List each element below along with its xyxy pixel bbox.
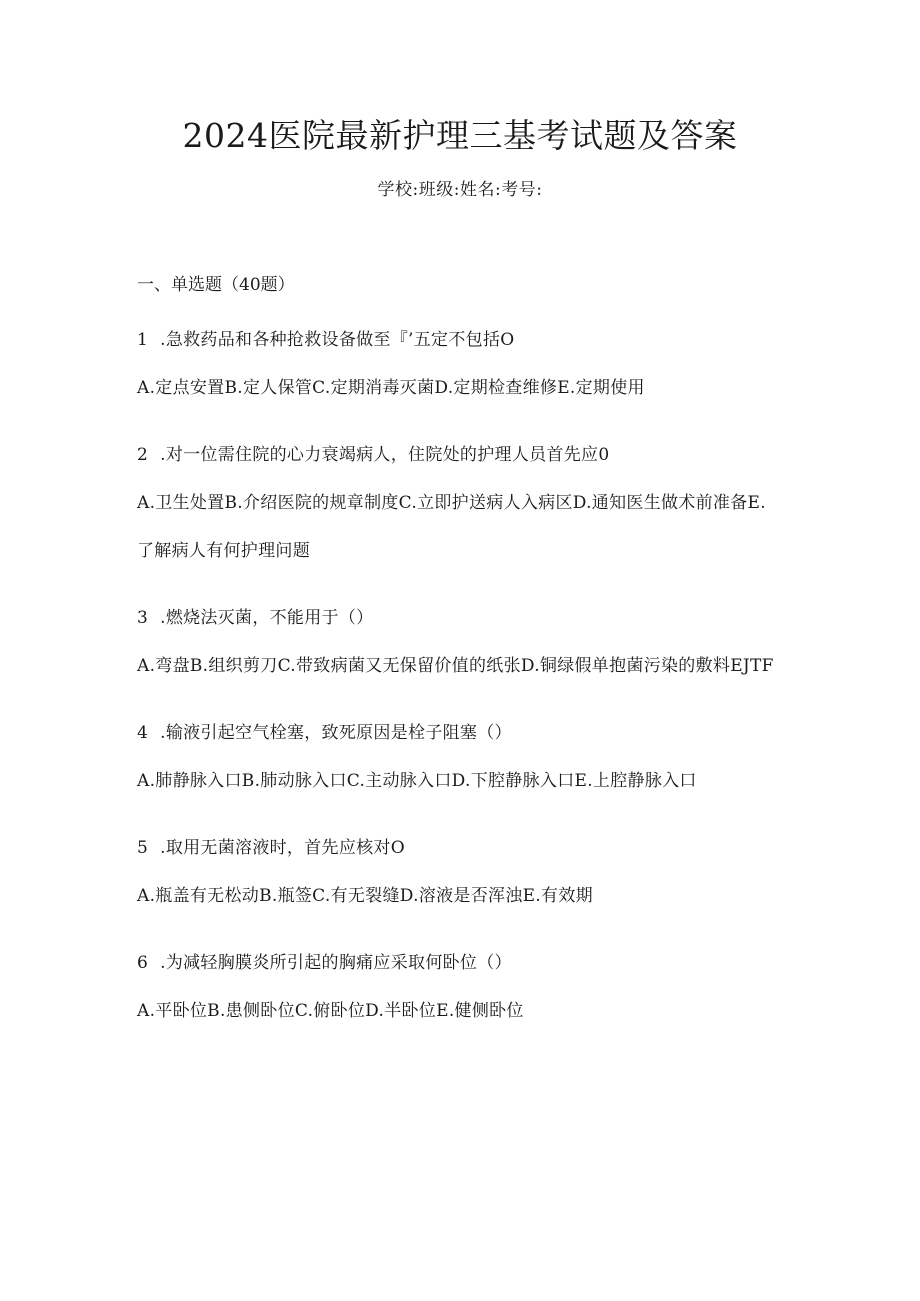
- question-stem: [137, 316, 777, 364]
- question-options: A.肺静脉入口B.肺动脉入口C.主动脉入口D.下腔静脉入口E.上腔静脉入口: [137, 771, 697, 791]
- question-number: 1: [137, 330, 149, 350]
- question-number: 5: [137, 838, 149, 858]
- question-number: 4: [137, 723, 149, 743]
- question-text: .为减轻胸膜炎所引起的胸痛应采取何卧位（）: [160, 953, 512, 973]
- question-item: [137, 824, 777, 920]
- question-stem: [137, 824, 777, 872]
- question-stem: [137, 431, 777, 479]
- student-info-line: 学校:班级:姓名:考号:: [377, 180, 543, 200]
- question-number: 6: [137, 953, 149, 973]
- question-text: .对一位需住院的心力衰竭病人，住院处的护理人员首先应0: [160, 445, 610, 465]
- question-number: 3: [137, 608, 149, 628]
- question-text: .取用无菌溶液时，首先应核对O: [160, 838, 405, 858]
- question-item: [137, 316, 777, 412]
- question-stem: [137, 594, 777, 642]
- question-options: A.弯盘B.组织剪刀C.带致病菌又无保留价值的纸张D.铜绿假单抱菌污染的敷料EJTF: [137, 656, 774, 676]
- document-title: 2024医院最新护理三基考试题及答案: [182, 116, 738, 155]
- question-item: [137, 594, 777, 690]
- question-options: A.定点安置B.定人保管C.定期消毒灭菌D.定期检查维修E.定期使用: [137, 378, 645, 398]
- question-text: .燃烧法灭菌，不能用于（）: [160, 608, 374, 628]
- question-stem: [137, 709, 777, 757]
- question-number: 2: [137, 445, 149, 465]
- question-options: A.卫生处置B.介绍医院的规章制度C.立即护送病人入病区D.通知医生做术前准备E.了解病人有何护理问题: [137, 493, 766, 561]
- question-list: [137, 316, 777, 1054]
- question-item: [137, 709, 777, 805]
- question-text: .输液引起空气栓塞，致死原因是栓子阻塞（）: [160, 723, 512, 743]
- question-options: A.平卧位B.患侧卧位C.俯卧位D.半卧位E.健侧卧位: [137, 1001, 524, 1021]
- question-item: [137, 939, 777, 1035]
- question-stem: [137, 939, 777, 987]
- question-item: [137, 431, 777, 575]
- section-heading: 一、单选题（40题）: [137, 275, 295, 295]
- question-text: .急救药品和各种抢救设备做至『’五定不包括O: [160, 330, 515, 350]
- question-options: A.瓶盖有无松动B.瓶签C.有无裂缝D.溶液是否浑浊E.有效期: [137, 886, 593, 906]
